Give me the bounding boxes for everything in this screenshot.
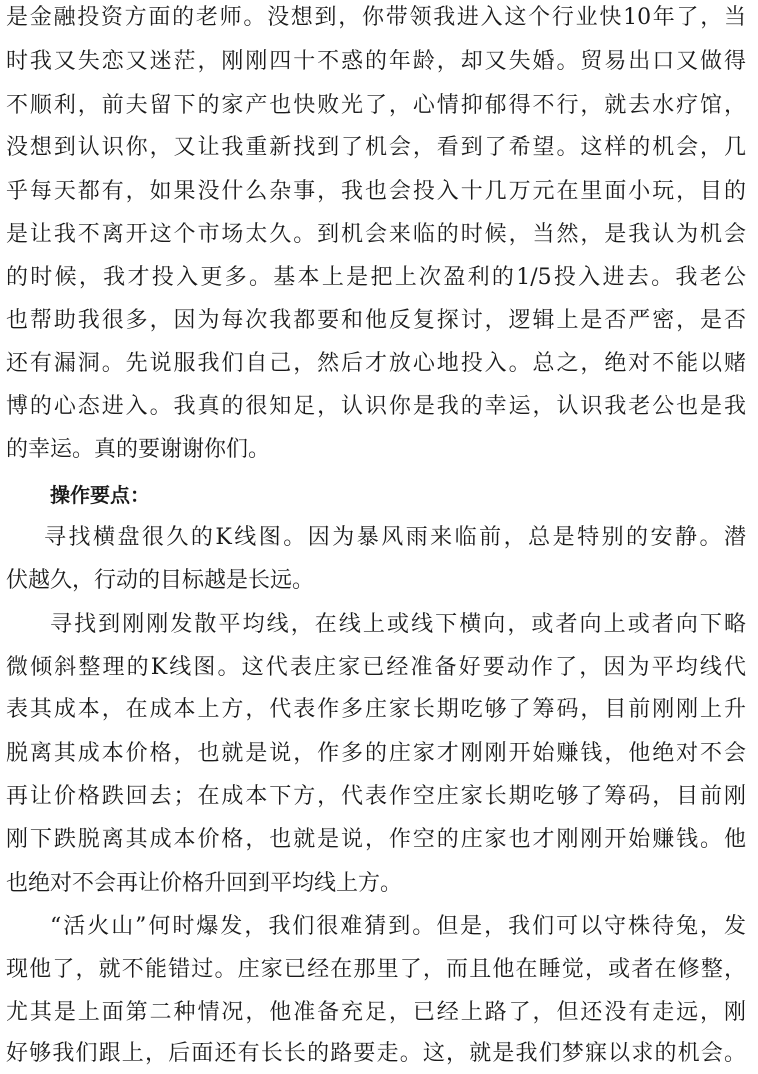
text-line: 也绝对不会再让价格升回到平均线上方。 (6, 871, 403, 896)
text-line: 现他了，就不能错过。庄家已经在那里了，而且他在睡觉，或者在修整， (6, 957, 746, 982)
text-line: 表其成本，在成本上方，代表作多庄家长期吃够了筹码，目前刚刚上升 (6, 697, 746, 722)
text-line: 伏越久，行动的目标越是长远。 (6, 568, 315, 593)
text-line: “活火山”何时爆发，我们很难猜到。但是，我们可以守株待兔，发 (50, 914, 746, 939)
text-line: 是金融投资方面的老师。没想到，你带领我进入这个行业快10年了，当 (6, 5, 746, 30)
text-line: 是让我不离开这个市场太久。到机会来临的时候，当然，是我认为机会 (6, 222, 746, 247)
text-line: 脱离其成本价格，也就是说，作多的庄家才刚刚开始赚钱，他绝对不会 (6, 741, 746, 766)
text-line: 的幸运。真的要谢谢你们。 (6, 437, 271, 462)
text-line: 刚下跌脱离其成本价格，也就是说，作空的庄家也才刚刚开始赚钱。他 (6, 827, 746, 852)
text-line: 还有漏洞。先说服我们自己，然后才放心地投入。总之，绝对不能以赌 (6, 351, 746, 376)
text-line: 尤其是上面第二种情况，他准备充足，已经上路了，但还没有走远，刚 (6, 1000, 746, 1025)
text-line: 寻找到刚刚发散平均线，在线上或线下横向，或者向上或者向下略 (50, 612, 746, 637)
text-line: 微倾斜整理的K线图。这代表庄家已经准备好要动作了，因为平均线代 (6, 655, 746, 680)
text-line: 乎每天都有，如果没什么杂事，我也会投入十几万元在里面小玩，目的 (6, 179, 746, 204)
text-line: 好够我们跟上，后面还有长长的路要走。这，就是我们梦寐以求的机会。 (6, 1041, 746, 1066)
text-line: 寻找横盘很久的K线图。因为暴风雨来临前，总是特别的安静。潜 (44, 525, 746, 550)
text-line: 也帮助我很多，因为每次我都要和他反复探讨，逻辑上是否严密，是否 (6, 308, 746, 333)
text-line: 时我又失恋又迷茫，刚刚四十不惑的年龄，却又失婚。贸易出口又做得 (6, 49, 746, 74)
text-line: 没想到认识你，又让我重新找到了机会，看到了希望。这样的机会，几 (6, 135, 746, 160)
section-heading: 操作要点： (50, 483, 150, 507)
text-line: 的时候，我才投入更多。基本上是把上次盈利的1/5投入进去。我老公 (6, 265, 746, 290)
text-line: 再让价格跌回去；在成本下方，代表作空庄家长期吃够了筹码，目前刚 (6, 784, 746, 809)
text-line: 不顺利，前夫留下的家产也快败光了，心情抑郁得不行，就去水疗馆， (6, 93, 746, 118)
text-line: 博的心态进入。我真的很知足，认识你是我的幸运，认识我老公也是我 (6, 394, 746, 419)
